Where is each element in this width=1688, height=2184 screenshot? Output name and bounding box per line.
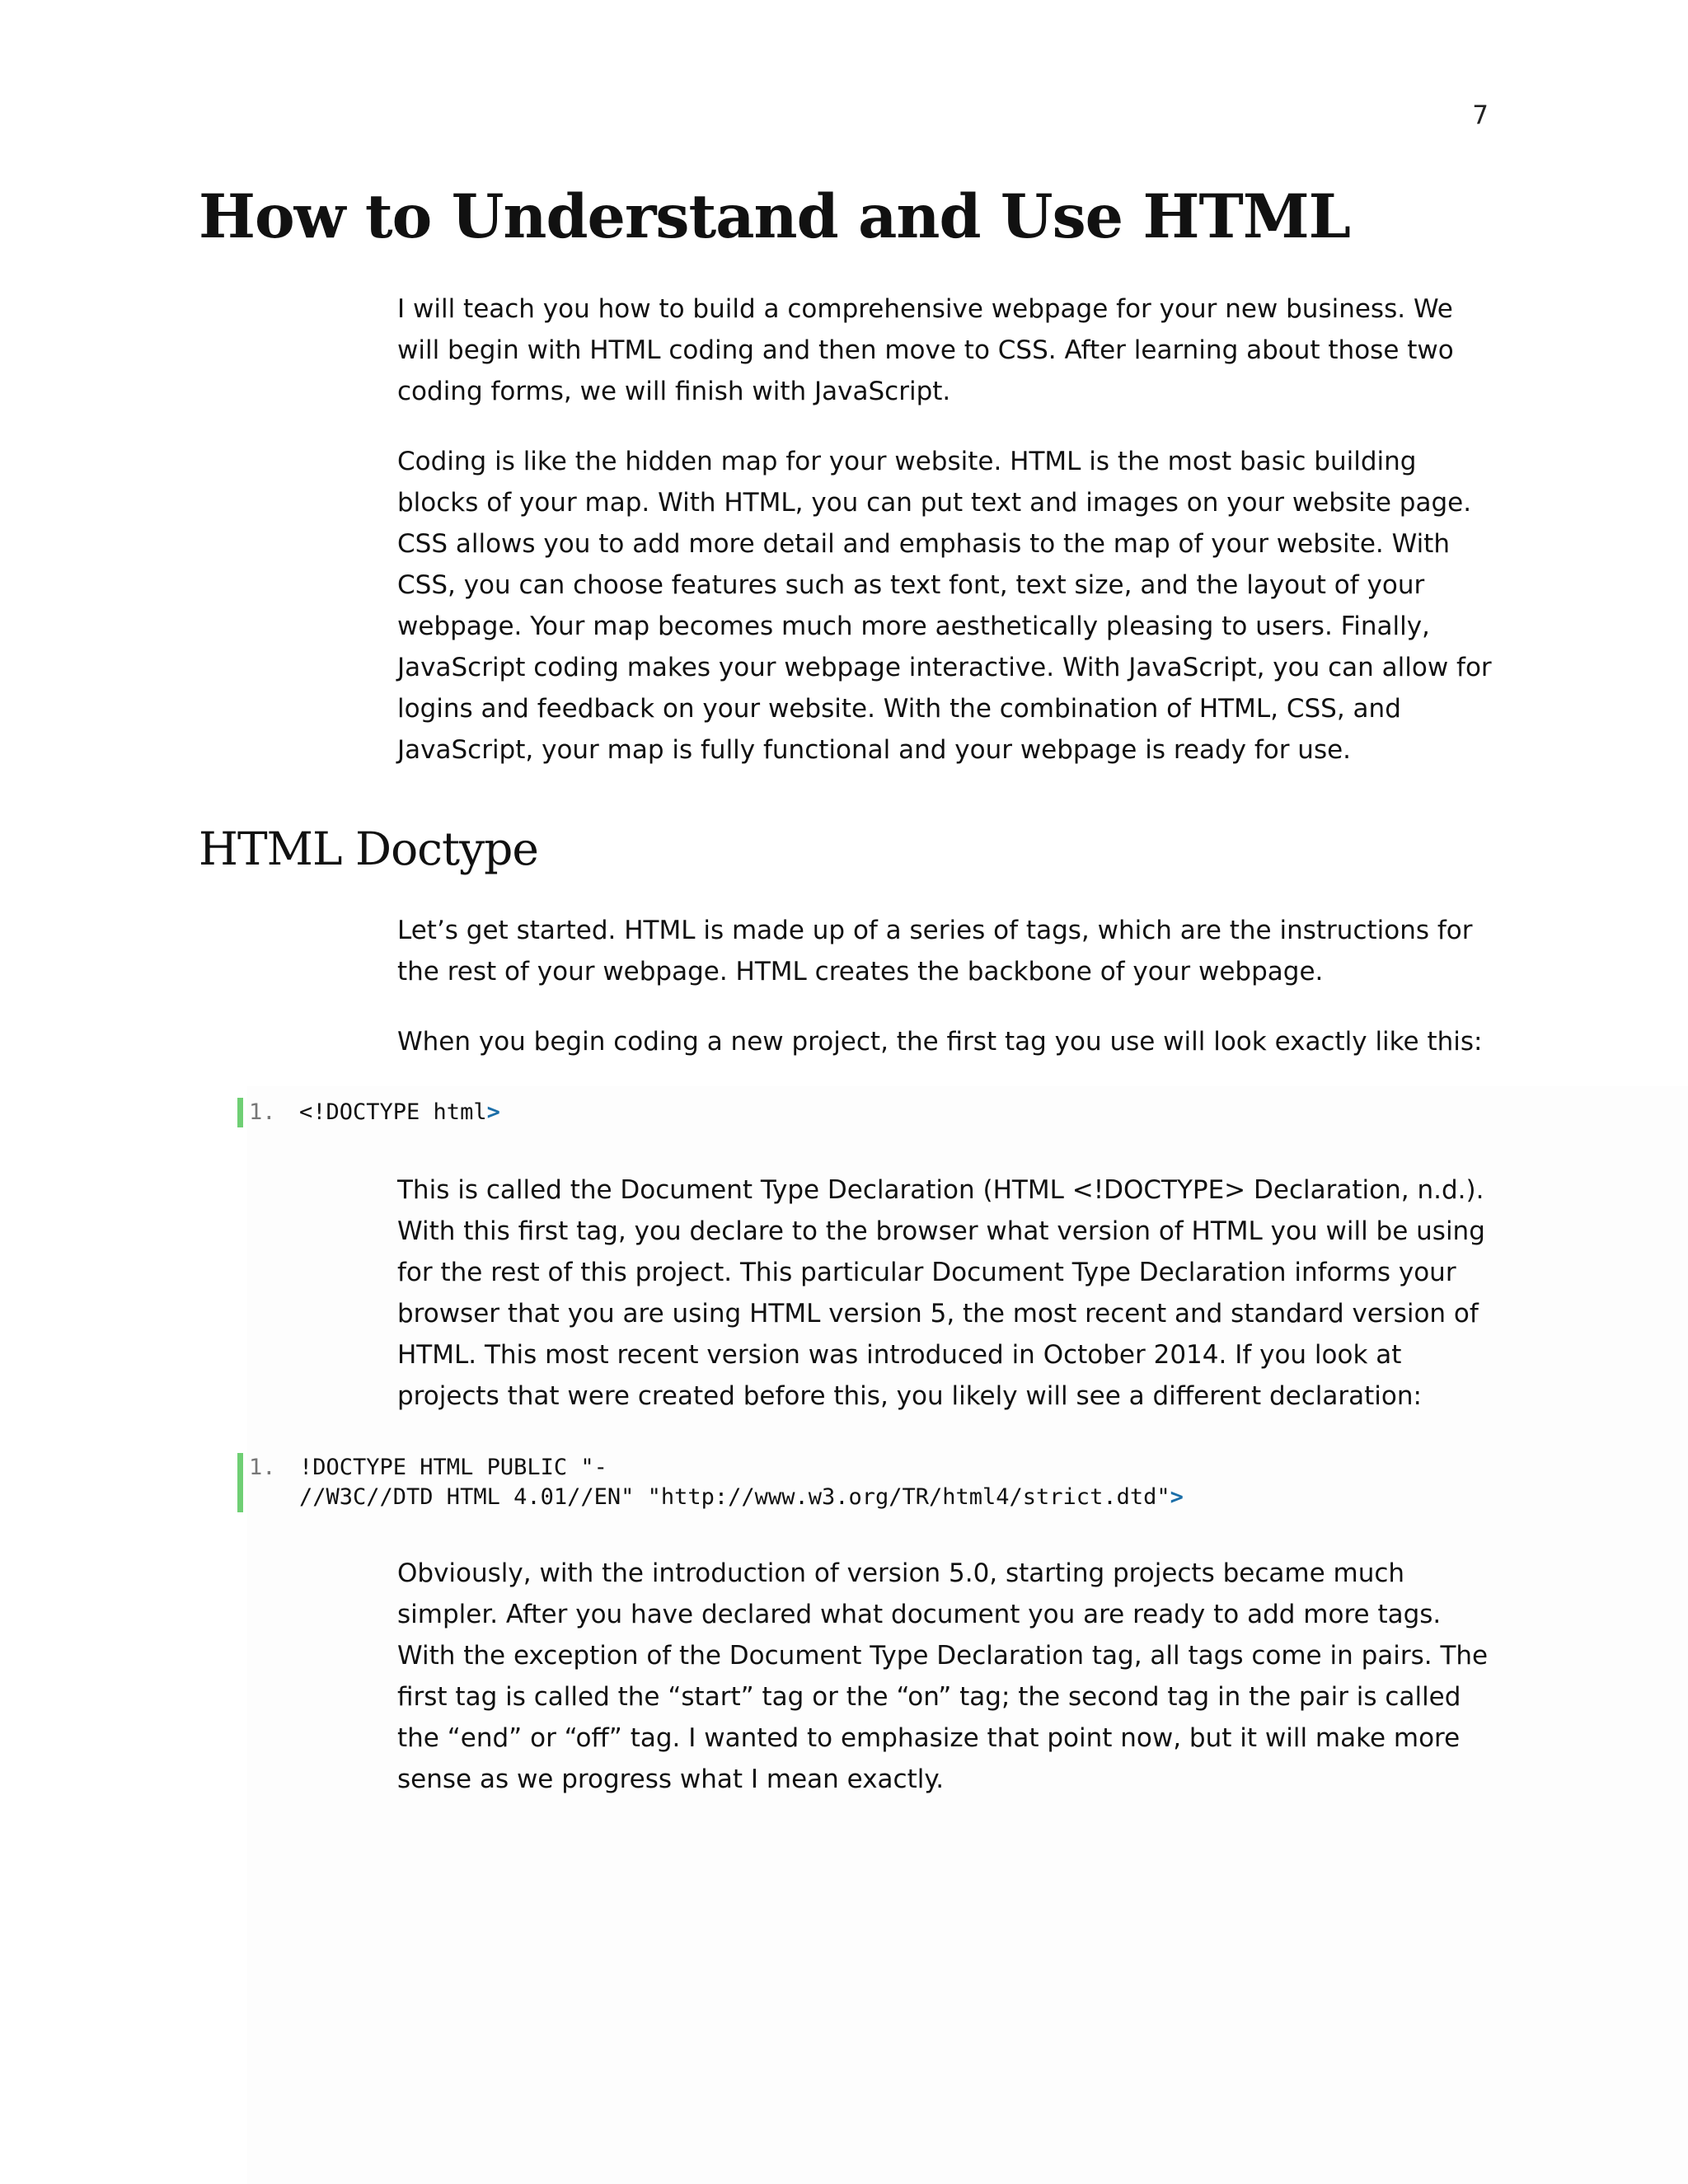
code-text (299, 1483, 1184, 1512)
page-title: How to Understand and Use HTML (199, 181, 1350, 252)
section-heading: HTML Doctype (199, 823, 538, 875)
code-line-number: 1. (249, 1099, 276, 1125)
code-line-number-blank (249, 1483, 299, 1512)
code-block-doctype-html4 (237, 1453, 1184, 1512)
section-paragraph-3: This is called the Document Type Declaration (HTML <!DOCTYPE> Declaration, n.d.). With this first tag, you declare to the browser what version of HTML you will be using for the rest of this project. This particular Document Type Declaration informs your browser that you are using HTML version 5, the most recent and standard version of HTML. This most recent version was introduced in October 2014. If you look at projects that were created before this, you likely will see a different declaration: (397, 1175, 1485, 1411)
code-content-line-1: !DOCTYPE HTML PUBLIC "- (299, 1455, 607, 1480)
code-content-line-2: //W3C//DTD HTML 4.01//EN" "http://www.w3.org/TR/html4/strict.dtd" (299, 1484, 1170, 1510)
section-paragraph-2: When you begin coding a new project, the first tag you use will look exactly like this: (397, 1027, 1483, 1057)
intro-paragraph-1: I will teach you how to build a comprehensive webpage for your new business. We will begin with HTML coding and then move to CSS. After learning about those two coding forms, we will finish with JavaScript. (397, 294, 1454, 406)
code-line (249, 1098, 500, 1127)
code-block-doctype-html5 (237, 1098, 500, 1127)
section-paragraph-4: Obviously, with the introduction of version 5.0, starting projects became much simpler. After you have declared what document you are ready to add more tags. With the exception of the Document Type Declaration tag, all tags come in pairs. The first tag is called the “start” tag or the “on” tag; the second tag in the pair is called the “end” or “off” tag. I wanted to emphasize that point now, but it will make more sense as we progress what I mean exactly. (397, 1558, 1489, 1794)
code-closing-bracket: > (486, 1099, 500, 1125)
code-closing-bracket: > (1170, 1484, 1184, 1510)
page-number: 7 (1472, 101, 1489, 130)
code-text (299, 1098, 500, 1127)
code-line-continuation (249, 1483, 1184, 1512)
code-content: <!DOCTYPE html (299, 1099, 487, 1125)
intro-paragraph-2: Coding is like the hidden map for your website. HTML is the most basic building blocks of your map. With HTML, you can put text and images on your website page. CSS allows you to add more detail and emphasis to the map of your website. With CSS, you can choose features such as text font, text size, and the layout of your webpage. Your map becomes much more aesthetically pleasing to users. Finally, JavaScript coding makes your webpage interactive. With JavaScript, you can allow for logins and feedback on your website. With the combination of HTML, CSS, and JavaScript, your map is fully functional and your webpage is ready for use. (397, 447, 1492, 765)
code-line-number: 1. (249, 1455, 276, 1480)
section-paragraph-1: Let’s get started. HTML is made up of a series of tags, which are the instructions for the rest of your webpage. HTML creates the backbone of your webpage. (397, 916, 1473, 987)
code-line (249, 1453, 1184, 1483)
